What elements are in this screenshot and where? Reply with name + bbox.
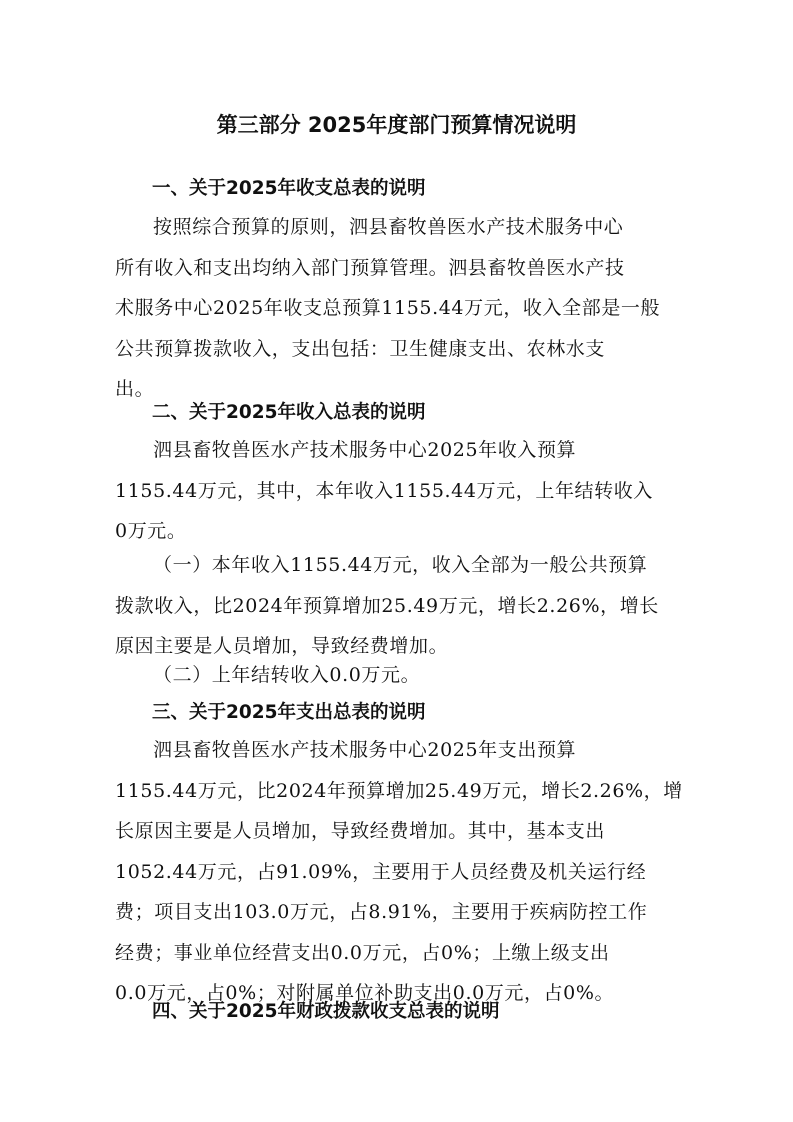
- text-line: 原因主要是人员增加，导致经费增加。: [115, 635, 449, 657]
- text-line: 1155.44万元，比2024年预算增加25.49万元，增长2.26%，增: [115, 779, 683, 802]
- text-line: 0万元。: [115, 520, 187, 542]
- text-line: 费；项目支出103.0万元，占8.91%，主要用于疾病防控工作: [115, 901, 648, 923]
- section-heading-2: 二、关于2025年收入总表的说明: [152, 402, 426, 423]
- text-line: 公共预算拨款收入，支出包括：卫生健康支出、农林水支: [115, 337, 606, 360]
- text-line: 出。: [115, 378, 155, 400]
- text-line: 按照综合预算的原则，泗县畜牧兽医水产技术服务中心: [153, 216, 624, 238]
- section-heading-4: 四、关于2025年财政拨款收支总表的说明: [152, 1001, 500, 1022]
- section-2-paragraph-2: [115, 545, 685, 667]
- section-3-paragraph-1: [115, 730, 685, 1014]
- text-line: 术服务中心2025年收支总预算1155.44万元，收入全部是一般: [115, 297, 661, 319]
- text-line: 泗县畜牧兽医水产技术服务中心2025年收入预算: [153, 439, 577, 461]
- text-line: （一）本年收入1155.44万元，收入全部为一般公共预算: [153, 554, 648, 576]
- page-title: 第三部分 2025年度部门预算情况说明: [216, 113, 577, 137]
- text-line: 经费；事业单位经营支出0.0万元，占0%；上缴上级支出: [115, 941, 610, 964]
- text-line: 1155.44万元，其中，本年收入1155.44万元，上年结转收入: [115, 479, 653, 502]
- text-line: 泗县畜牧兽医水产技术服务中心2025年支出预算: [153, 739, 577, 761]
- section-heading-3: 三、关于2025年支出总表的说明: [152, 702, 426, 723]
- text-line: 长原因主要是人员增加，导致经费增加。其中，基本支出: [115, 820, 606, 842]
- text-line: 拨款收入，比2024年预算增加25.49万元，增长2.26%，增长: [115, 594, 659, 617]
- section-1-paragraph-1: [115, 207, 685, 410]
- text-line: 0.0万元，占0%；对附属单位补助支出0.0万元，占0%。: [115, 982, 615, 1004]
- section-2-paragraph-3: [115, 655, 685, 696]
- section-heading-1: 一、关于2025年收支总表的说明: [152, 178, 426, 199]
- text-line: 所有收入和支出均纳入部门预算管理。泗县畜牧兽医水产技: [115, 256, 625, 279]
- text-line: 1052.44万元，占91.09%，主要用于人员经费及机关运行经: [115, 860, 647, 883]
- text-line: （二）上年结转收入0.0万元。: [153, 664, 421, 686]
- section-2-paragraph-1: [115, 430, 685, 552]
